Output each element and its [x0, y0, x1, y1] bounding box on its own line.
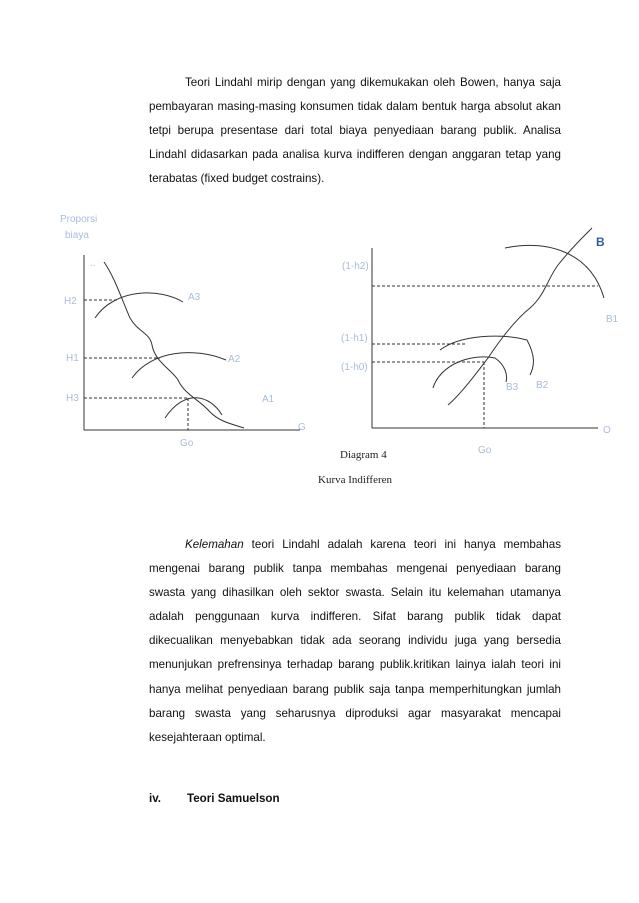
section-heading	[149, 792, 280, 805]
paragraph-2-body: teori Lindahl adalah karena teori ini hanya membahas mengenai barang publik tanpa membahas mengenai penyediaan barang swasta yang dihasilkan oleh sektor swasta. Selain itu kelemahan utamanya adalah penggunaan kurva indifferen. Sifat barang publik tidak dapat dikecualikan menyebabkan tidak ada seorang individu juga yang bersedia menunjukan prefrensinya terhadap barang publik.kritikan lainya ialah teori ini hanya melihat penyediaan barang publik saja tanpa memperhitungkan jumlah barang swasta yang seharusnya diproduksi agar masyarakat mencapai kesejahteraan optimal.	[149, 538, 561, 744]
right-curve-b2	[440, 336, 533, 375]
right-b-label: B	[596, 235, 605, 249]
left-a1-label: A1	[262, 394, 275, 405]
left-curve-a2	[132, 353, 226, 378]
right-curve-b1	[505, 246, 604, 298]
paragraph-1-text: Teori Lindahl mirip dengan yang dikemukakan oleh Bowen, hanya saja pembayaran masing-masing konsumen tidak dalam bentuk harga absolut akan tetpi berupa presentase dari total biaya penyediaan barang publik. Analisa Lindahl didasarkan pada analisa kurva indifferen dengan anggaran tetap yang terabatas (fixed budget costrains).	[149, 76, 561, 186]
paragraph-lindahl	[149, 71, 561, 191]
left-h1-label: H1	[66, 353, 79, 364]
left-h3-label: H3	[66, 393, 79, 404]
left-go-label: Go	[180, 438, 194, 449]
section-title: Teori Samuelson	[187, 792, 280, 805]
indifference-diagram	[0, 200, 639, 500]
left-h2-label: H2	[64, 296, 77, 307]
left-panel	[60, 214, 306, 449]
left-a2-label: A2	[228, 354, 241, 365]
diagram-caption-title: Diagram 4	[340, 449, 387, 461]
section-number: iv.	[149, 792, 162, 805]
right-go-label: Go	[478, 445, 492, 456]
paragraph-2-lead: Kelemahan	[185, 538, 244, 551]
right-h1-label: (1-h1)	[341, 333, 368, 344]
left-curve-tick: ..	[90, 258, 96, 269]
left-reaction-curve	[104, 262, 244, 428]
right-b1-label: B1	[606, 314, 619, 325]
diagram-caption-subtitle: Kurva Indifferen	[318, 474, 393, 486]
left-y-label-1: Proporsi	[60, 214, 98, 225]
left-a3-label: A3	[188, 292, 201, 303]
left-x-label: G	[298, 422, 306, 433]
paragraph-2-text	[149, 533, 561, 750]
right-b3-label: B3	[506, 382, 519, 393]
paragraph-kelemahan	[149, 533, 561, 750]
right-b2-label: B2	[536, 380, 549, 391]
right-h2-label: (1-h2)	[342, 261, 369, 272]
right-h0-label: (1-h0)	[341, 362, 368, 373]
right-x-label: O	[603, 425, 611, 436]
right-panel	[341, 228, 619, 456]
left-y-label-2: biaya	[65, 230, 89, 241]
left-curve-a3	[95, 293, 183, 318]
